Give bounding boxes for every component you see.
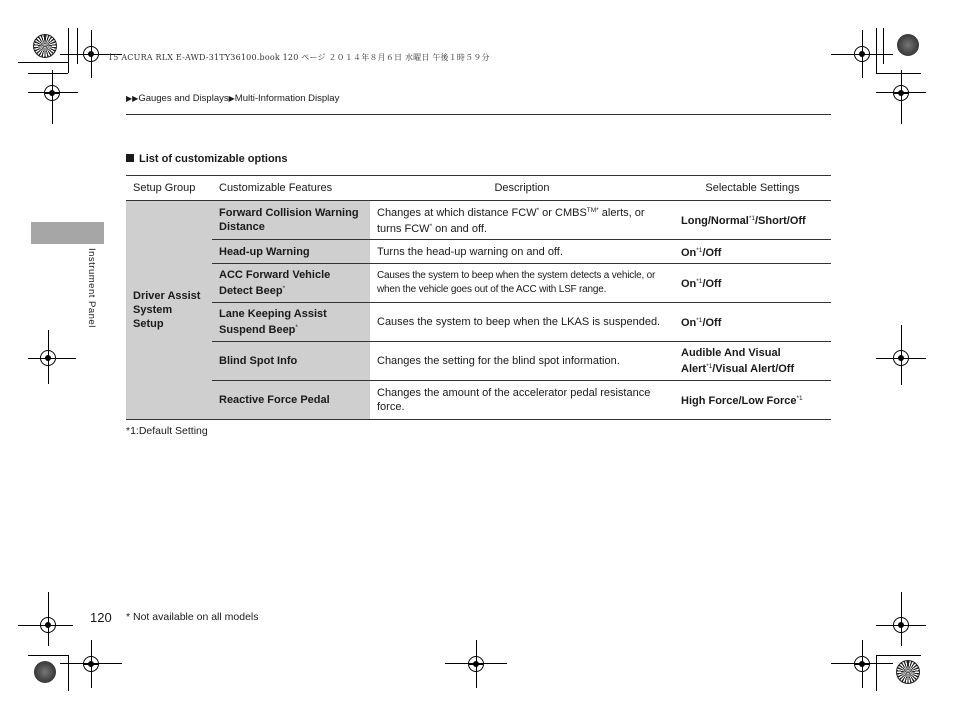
- feature-cell: ACC Forward Vehicle Detect Beep*: [212, 264, 370, 303]
- breadcrumb-arrow-icon: ▶▶: [126, 94, 139, 103]
- breadcrumb: [126, 93, 339, 104]
- default-setting-footnote: *1:Default Setting: [126, 425, 208, 437]
- table-row: [126, 240, 831, 264]
- description-cell: Causes the system to beep when the LKAS is suspended.: [370, 303, 674, 342]
- table-row: [126, 201, 831, 240]
- description-cell: Causes the system to beep when the system detects a vehicle, or when the vehicle goes out of the ACC with LSF range.: [370, 264, 674, 303]
- feature-cell: Lane Keeping Assist Suspend Beep*: [212, 303, 370, 342]
- setup-group-cell: Driver Assist System Setup: [126, 201, 212, 420]
- breadcrumb-separator-icon: ▶: [228, 94, 235, 103]
- options-table: [126, 175, 831, 420]
- chapter-tab: [31, 222, 104, 244]
- header-setup-group: Setup Group: [126, 176, 212, 201]
- description-cell: Changes the amount of the accelerator pedal resistance force.: [370, 381, 674, 420]
- header-divider: [126, 114, 831, 115]
- section-title-text: List of customizable options: [139, 153, 288, 165]
- header-customizable-features: Customizable Features: [212, 176, 370, 201]
- feature-cell: Reactive Force Pedal: [212, 381, 370, 420]
- feature-cell: Head-up Warning: [212, 240, 370, 264]
- table-row: [126, 381, 831, 420]
- feature-cell: Forward Collision Warning Distance: [212, 201, 370, 240]
- table-row: [126, 342, 831, 381]
- availability-note: * Not available on all models: [126, 611, 259, 623]
- section-title: [126, 153, 288, 165]
- table-header-row: [126, 176, 831, 201]
- table-row: [126, 303, 831, 342]
- square-bullet-icon: [126, 154, 134, 162]
- feature-cell: Blind Spot Info: [212, 342, 370, 381]
- chapter-side-label: Instrument Panel: [86, 248, 97, 328]
- description-cell: Changes the setting for the blind spot information.: [370, 342, 674, 381]
- header-selectable-settings: Selectable Settings: [674, 176, 831, 201]
- settings-cell: High Force/Low Force$^{*1}$: [674, 381, 831, 420]
- settings-cell: On$^{*1}$/Off: [674, 264, 831, 303]
- page-number: 120: [90, 610, 112, 625]
- description-cell: Changes at which distance FCW* or $CMBS^{TM*}$ alerts, or turns FCW* on and off.: [370, 201, 674, 240]
- settings-cell: Audible And Visual Alert$^{*1}$/Visual Alert/Off: [674, 342, 831, 381]
- breadcrumb-link-gauges[interactable]: Gauges and Displays: [138, 93, 229, 104]
- table-row: [126, 264, 831, 303]
- header-description: Description: [370, 176, 674, 201]
- settings-cell: Long/Normal$^{*1}$/Short/Off: [674, 201, 831, 240]
- settings-cell: On$^{*1}$/Off: [674, 303, 831, 342]
- description-cell: Turns the head-up warning on and off.: [370, 240, 674, 264]
- settings-cell: On$^{*1}$/Off: [674, 240, 831, 264]
- breadcrumb-current: Multi-Information Display: [234, 93, 340, 104]
- book-meta-header: 15 ACURA RLX E-AWD-31TY36100.book 120 ページ ２０１４年８月６日 水曜日 午後１時５９分: [108, 53, 490, 62]
